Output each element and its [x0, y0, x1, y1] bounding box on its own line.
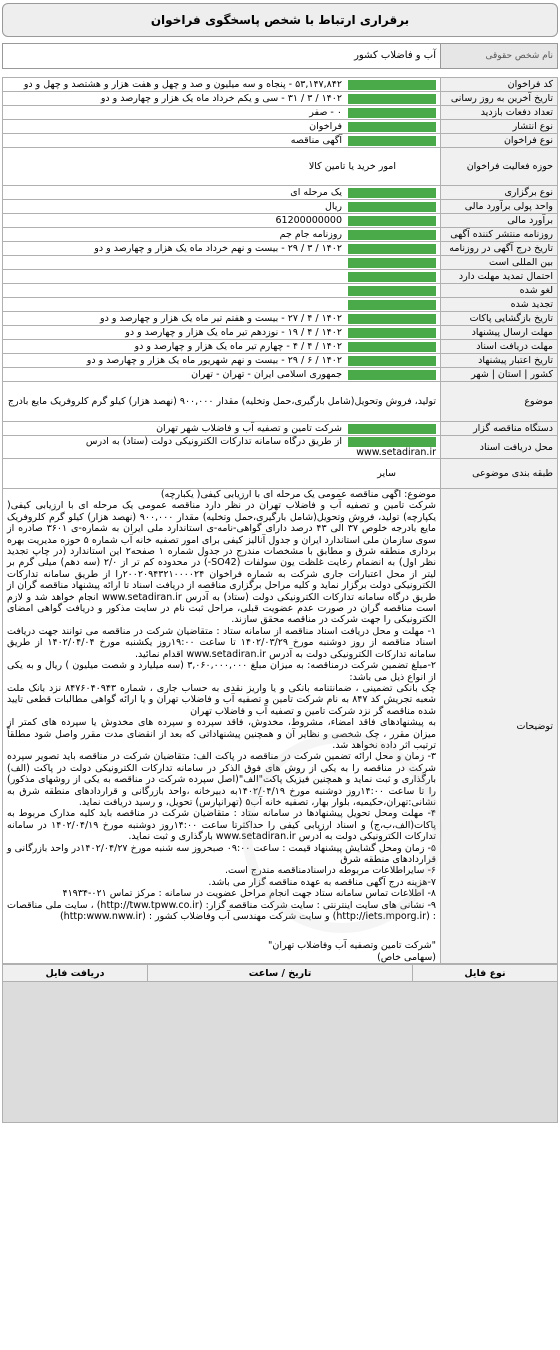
description-paragraph: ۷-هزینه درج آگهی مناقصه به عهده مناقصه گزار می باشد.	[208, 876, 436, 888]
value-marker	[348, 328, 436, 338]
row-value	[3, 270, 441, 284]
value-marker	[348, 94, 436, 104]
row-label: تاریخ آخرین به روز رسانی	[441, 92, 558, 106]
signature-line: (سهامی خاص)	[377, 951, 436, 963]
row-value-text: روزنامه جام جم	[279, 229, 342, 240]
table-row	[3, 92, 558, 106]
row-label: تجدید شده	[441, 298, 558, 312]
table-row	[3, 134, 558, 148]
row-value	[3, 436, 441, 459]
row-value	[3, 340, 441, 354]
row-value	[3, 120, 441, 134]
row-label: نوع انتشار	[441, 120, 558, 134]
row-label: توضیحات	[441, 489, 558, 964]
row-label: محل دریافت اسناد	[441, 436, 558, 459]
row-label: نوع برگزاری	[441, 186, 558, 200]
value-marker	[348, 258, 436, 268]
table-row	[3, 200, 558, 214]
row-label: تاریخ درج آگهی در روزنامه	[441, 242, 558, 256]
value-marker	[348, 188, 436, 198]
col-date-time: تاریخ / ساعت	[148, 965, 413, 982]
row-value	[3, 92, 441, 106]
description-body	[3, 489, 441, 964]
row-label: تاریخ بازگشایی پاکات	[441, 312, 558, 326]
table-row	[3, 270, 558, 284]
row-value	[3, 228, 441, 242]
row-value-text: ۱۴۰۲ / ۳ / ۳۱ - سی و یکم خرداد ماه یک هزار و چهارصد و دو	[100, 93, 342, 104]
files-header-row	[3, 965, 558, 982]
row-value-text: شرکت تامین و تصفیه آب و فاضلاب شهر تهران	[156, 423, 342, 434]
table-row	[3, 284, 558, 298]
row-value-text: ۱۴۰۲ / ۴ / ۴ - چهارم تیر ماه یک هزار و چهارصد و دو	[134, 341, 342, 352]
page-title: برقراری ارتباط با شخص پاسخگوی فراخوان	[2, 3, 558, 37]
row-label: برآورد مالی	[441, 214, 558, 228]
value-marker	[348, 342, 436, 352]
legal-entity-label: نام شخص حقوقی	[441, 44, 557, 68]
table-row	[3, 354, 558, 368]
row-value-text: ۰ - صفر	[309, 107, 342, 118]
description-paragraph: ۹- نشانی های سایت اینترنتی : سایت شرکت مناقصه گزار: (http://tww.tpww.co.ir) ، سایت ملی مناقصات : (http://iets.mporg.ir) و سایت شرکت مهندسی آب وفاضلاب کشور : (http:www.nww.ir)	[7, 899, 436, 923]
row-value-text: 61200000000	[275, 215, 342, 226]
table-row	[3, 120, 558, 134]
value-marker	[348, 314, 436, 324]
col-download: دریافت فایل	[3, 965, 148, 982]
table-row	[3, 382, 558, 422]
table-row	[3, 436, 558, 459]
table-row	[3, 459, 558, 489]
table-row	[3, 422, 558, 436]
description-paragraph: موضوع: آگهی مناقصه عمومی یک مرحله ای با ارزیابی کیفی( یکبارچه)	[160, 489, 436, 500]
row-value	[3, 200, 441, 214]
files-table	[2, 964, 558, 982]
row-value	[3, 326, 441, 340]
row-value-text: یک مرحله ای	[290, 187, 342, 198]
table-row	[3, 186, 558, 200]
row-label: دستگاه مناقصه گزار	[441, 422, 558, 436]
row-label: لغو شده	[441, 284, 558, 298]
table-row	[3, 312, 558, 326]
value-marker	[348, 80, 436, 90]
row-label: بین المللی است	[441, 256, 558, 270]
row-value-text: جمهوری اسلامی ایران - تهران - تهران	[191, 369, 342, 380]
row-value	[3, 312, 441, 326]
value-marker	[348, 216, 436, 226]
files-empty-area	[2, 982, 558, 1123]
row-label: طبقه بندی موضوعی	[441, 459, 558, 489]
row-label: کشور | استان | شهر	[441, 368, 558, 382]
value-marker	[348, 272, 436, 282]
table-row	[3, 326, 558, 340]
row-value-text: ۱۴۰۲ / ۴ / ۱۹ - نوزدهم تیر ماه یک هزار و چهارصد و دو	[125, 327, 342, 338]
table-row	[3, 148, 558, 186]
description-paragraph: چک بانکی تضمینی ، ضمانتنامه بانکی و یا واریز نقدی به حساب جاری ، شماره ۸۴۷۶۰۴۰۹۴۳ نزد بانک ملت شعبه تجریش کد ۸۴۷ به نام شرکت تامین و تصفیه آب و فاضلاب تهران و یا ارائه گواهی مطالبات قطعی تایید شده مناقصه گر نزد شرکت تامین و تصفیه آب و فاضلاب تهران	[7, 682, 436, 717]
value-marker	[348, 286, 436, 296]
tender-info-table	[2, 77, 558, 964]
legal-entity-value: آب و فاضلاب کشور	[3, 44, 441, 68]
row-value	[3, 284, 441, 298]
row-value	[3, 134, 441, 148]
row-value-text: آگهی مناقصه	[290, 135, 342, 146]
category-value: سایر	[377, 468, 396, 479]
description-paragraph: به پیشنهادهای فاقد امضاء، مشروط، مخدوش، فاقد سپرده و سپرده های مخدوش یا سپرده های کمتر از میزان مقرر ، چک شخصی و نظایر آن و همچنین پیشنهاداتی که بعد از انقضای مدت مقرر واصل شود مطلقاً ترتیب اثر داده نخواهد شد.	[7, 717, 436, 751]
row-value	[3, 459, 441, 489]
row-value	[3, 256, 441, 270]
value-marker	[348, 202, 436, 212]
row-label: احتمال تمدید مهلت دارد	[441, 270, 558, 284]
table-row	[3, 228, 558, 242]
value-marker	[348, 370, 436, 380]
row-label: مهلت ارسال پیشنهاد	[441, 326, 558, 340]
row-value-text: ۱۴۰۲ / ۴ / ۲۷ - بیست و هفتم تیر ماه یک هزار و چهارصد و دو	[100, 313, 342, 324]
table-row	[3, 242, 558, 256]
value-marker	[348, 244, 436, 254]
value-marker	[348, 122, 436, 132]
value-marker	[348, 230, 436, 240]
row-value-text: از طریق درگاه سامانه تدارکات الکترونیکی دولت (ستاد) به آدرس www.setadiran.ir	[85, 436, 436, 458]
row-label: تاریخ اعتبار پیشنهاد	[441, 354, 558, 368]
table-row	[3, 340, 558, 354]
table-row	[3, 214, 558, 228]
row-label: نوع فراخوان	[441, 134, 558, 148]
row-value	[3, 106, 441, 120]
table-row	[3, 489, 558, 964]
row-label: موضوع	[441, 382, 558, 422]
page-root	[2, 3, 558, 1123]
row-value-text: ۵۳,۱۴۷,۸۴۲ - پنجاه و سه میلیون و صد و چهل و هفت هزار و هشتصد و چهل و دو	[23, 79, 342, 90]
description-paragraph: ۳- زمان و محل ارائه تضمین شرکت در مناقصه در پاکت الف: متقاضیان شرکت در مناقصه باید تصویر سپرده شرکت در مناقصه را به یکی از روش های فوق الذکر در سامانه تدارکات الکترونیکی دولت در پاکت (الف) بارگذاری و ثبت نماید و همچنین فیزیک پاکت"الف"(اصل سپرده شرکت در مناقصه به یکی از روشهای مذکور) را تا ساعت ۱۴:۰۰روز دوشنبه مورخ ۱۴۰۲/۰۴/۱۹به دبیرخانه ،واحد بازرگانی و قراردادهای منطقه شرق به نشانی:تهران،حکیمیه، بلوار بهار، تصفیه خانه آب۵ (تهرانپارس) تحویل، و رسید دریافت نماید.	[7, 751, 436, 808]
row-value-text: ۱۴۰۲ / ۶ / ۲۹ - بیست و نهم شهریور ماه یک هزار و چهارصد و دو	[86, 355, 342, 366]
description-paragraph: شرکت تامین و تصفیه آب و فاضلاب تهران در نظر دارد مناقصه عمومی یک مرحله ای با ارزیابی کیفی( یکپارچه) تولید، فروش وتحویل(شامل بارگیری،حمل وتخلیه) مقدار ۹۰۰,۰۰۰ (نهصد هزار) کیلو گرم کلروفریک مایع بادرجه خلوص ۳۷ الی ۴۳ درصد دارای گواهی-نامه-ی استاندارد ملی ایران به شماره-ی ۳۶۰۱ صادره از سوی سازمان ملی استاندارد ایران و جدول آنالیز کیفی برای امور تصفیه خانه آب شماره ۵ حوزه مدیریت بهره برداری منطقه شرق و مطابق با مشخصات مندرج در جدول شماره ۱ صفحه۲ این استاندارد (در چاپ تجدید نظر اول) به انضمام رعایت غلظت یون سولفات (SO42-) در محدوده کم تر از ۲/۰ (سه دهم) میلی گرم بر لیتر از محل اعتبارات جاری شرکت به شماره فراخوان ۲۰۰۲۰۹۴۳۲۱۰۰۰۰۲۴را از طریق سامانه تدارکات الکترونیکی دولت برگزار نماید و کلیه مراحل برگزاری مناقصه از دریافت اسناد تا ارائه پیشنهاد مناقصه گران از طریق درگاه سامانه تدارکات الکترونیکی دولت (ستاد) به آدرس www.setadiran.ir انجام خواهد شد و لازم است مناقصه گران در صورت عدم عضویت قبلی، مراحل ثبت نام در سایت مذکور و دریافت گواهی امضای الکترونیکی را جهت شرکت در مناقصه محقق سازند.	[7, 500, 437, 626]
row-value-text: ریال	[324, 201, 342, 212]
row-label: مهلت دریافت اسناد	[441, 340, 558, 354]
row-label: حوزه فعالیت فراخوان	[441, 148, 558, 186]
table-row	[3, 256, 558, 270]
value-marker	[348, 108, 436, 118]
row-label: واحد پولی برآورد مالی	[441, 200, 558, 214]
description-paragraph: ۶- سایراطلاعات مربوطه دراسنادمناقصه مندرج است.	[224, 865, 436, 877]
description-paragraph: ۲-مبلغ تضمین شرکت درمناقصه: به میزان مبلغ ۳,۰۶۰,۰۰۰,۰۰۰ (سه میلیارد و شصت میلیون ) ریال و به یکی از انواع ذیل می باشد:	[7, 660, 436, 683]
col-file-type: نوع فایل	[413, 965, 558, 982]
row-value	[3, 148, 441, 186]
activity-value: امور خرید یا تامین کالا	[308, 161, 396, 172]
row-value: تولید، فروش وتحویل(شامل بارگیری،حمل وتخلیه) مقدار ۹۰۰,۰۰۰ (نهصد هزار) کیلو گرم کلروفریک مایع بادرج	[3, 382, 441, 422]
table-row	[3, 106, 558, 120]
row-value	[3, 354, 441, 368]
description-paragraph: ۸- اطلاعات تماس سامانه ستاد جهت انجام مراحل عضویت در سامانه : مرکز تماس ۰۲۱-۴۱۹۳۴	[62, 888, 436, 900]
value-marker	[348, 437, 436, 447]
table-row	[3, 298, 558, 312]
row-value	[3, 368, 441, 382]
description-paragraph: ۴- مهلت ومحل تحویل پیشنهادها در سامانه ستاد : متقاضیان شرکت در مناقصه باید کلیه مدارک مربوط به پاکات(الف،ب،ج) و اسناد ارزیابی کیفی را حداکثرتا ساعت ۱۴:۰۰روز دوشنبه مورخ ۱۴۰۲/۰۴/۱۹ در سامانه تدارکات الکترونیکی دولت به آدرس www.setadiran.ir بارگذاری و ثبت نماید.	[7, 808, 437, 843]
row-label: کد فراخوان	[441, 78, 558, 92]
value-marker	[348, 300, 436, 310]
table-row	[3, 368, 558, 382]
legal-entity-row	[2, 43, 558, 69]
row-label: تعداد دفعات بازدید	[441, 106, 558, 120]
value-marker	[348, 356, 436, 366]
description-paragraph: ۱- مهلت و محل دریافت اسناد مناقصه از سامانه ستاد : متقاضیان شرکت در مناقصه می توانند جهت دریافت اسناد مناقصه از روز دوشنبه مورخ ۱۴۰۲/۰۳/۲۹ تا ساعت ۱۹:۰۰روز یکشنبه مورخ ۱۴۰۲/۰۴/۰۴ از طریق سامانه تدارکات الکترونیکی دولت به آدرس www.setadiran.ir اقدام نمائید.	[7, 625, 436, 660]
row-value	[3, 78, 441, 92]
table-row	[3, 78, 558, 92]
signature-line: "شرکت تامین وتصفیه آب وفاضلاب تهران"	[267, 940, 436, 952]
row-value	[3, 242, 441, 256]
description-paragraph: ۵- زمان ومحل گشایش پیشنهاد قیمت : ساعت ۰۹:۰۰ صبحروز سه شنبه مورخ ۱۴۰۲/۰۴/۲۷در واحد بازرگانی و قراردادهای منطقه شرق	[7, 842, 437, 865]
value-marker	[348, 136, 436, 146]
row-value	[3, 214, 441, 228]
row-value	[3, 298, 441, 312]
row-value-text: فراخوان	[309, 121, 342, 132]
row-value	[3, 186, 441, 200]
row-label: روزنامه منتشر کننده آگهی	[441, 228, 558, 242]
row-value-text: ۱۴۰۲ / ۳ / ۲۹ - بیست و نهم خرداد ماه یک هزار و چهارصد و دو	[94, 243, 342, 254]
value-marker	[348, 424, 436, 434]
row-value	[3, 422, 441, 436]
